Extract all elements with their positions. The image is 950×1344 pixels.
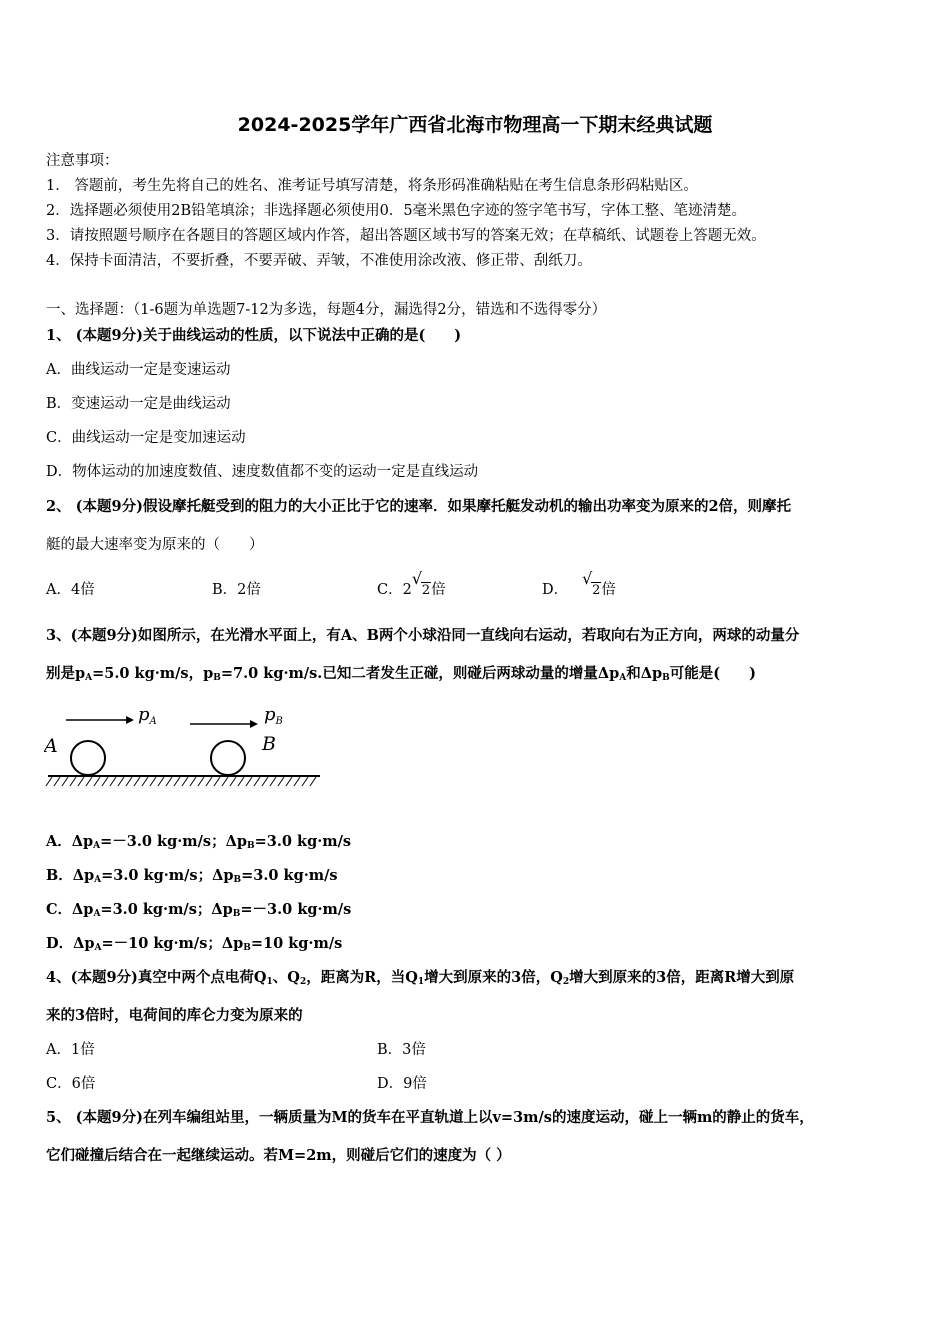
sqrt-argument: 2 (421, 583, 431, 598)
q2-option-c (377, 569, 446, 601)
label-pa: $p_A$ (138, 704, 157, 727)
hatch-mark (206, 777, 212, 786)
q2-option-c-prefix: C．2 (377, 582, 412, 598)
notice-item: 4．保持卡面清洁，不要折叠，不要弄破、弄皱，不准使用涂改液、修正带、刮纸刀。 (46, 253, 592, 269)
hatch-mark (126, 777, 132, 786)
q2-option-d (542, 569, 616, 601)
question-4-stem: 4、(本题9分)真空中两个点电荷$Q_1$、$Q_2$，距离为R，当$Q_1$增大到原来的3倍，$Q_2$增大到原来的3倍，距离R增大到原 (46, 969, 795, 987)
question-1-stem: 1、 (本题9分)关于曲线运动的性质，以下说法中正确的是( ) (46, 327, 462, 344)
text-run: =5.0 kg·m/s，p (92, 665, 214, 682)
hatch-mark (46, 777, 52, 786)
hatch-mark (222, 777, 228, 786)
hatch-mark (150, 777, 156, 786)
question-3-stem-cont (46, 664, 756, 688)
subscript: A (85, 673, 93, 683)
hatch-mark (62, 777, 68, 786)
hatch-mark (254, 777, 260, 786)
notice-item: 2．选择题必须使用2B铅笔填涂；非选择题必须使用0．5毫米黑色字迹的签字笔书写，字体工整、笔迹清楚。 (46, 203, 747, 219)
two-balls-figure (44, 700, 324, 792)
text-run: 可能是( ) (669, 665, 756, 682)
notice-item: 1． 答题前，考生先将自己的姓名、准考证号填写清楚，将条形码准确粘贴在考生信息条形码粘贴区。 (46, 178, 698, 194)
q2-option-b: B．2倍 (212, 582, 261, 598)
hatch-mark (78, 777, 84, 786)
hatch-mark (286, 777, 292, 786)
hatch-mark (166, 777, 172, 786)
ball-b (211, 741, 245, 775)
hatch-mark (118, 777, 124, 786)
label-pb: $p_B$ (264, 704, 283, 727)
question-4-stem-cont: 来的3倍时，电荷间的库仑力变为原来的 (46, 1007, 303, 1024)
hatch-mark (246, 777, 252, 786)
hatch-mark (214, 777, 220, 786)
section-heading: 一、选择题：（1-6题为单选题7-12为多选，每题4分，漏选得2分，错选和不选得零分） (46, 302, 607, 318)
hatch-mark (198, 777, 204, 786)
q4-option-c: C．6倍 (46, 1076, 96, 1092)
page-title: 2024-2025学年广西省北海市物理高一下期末经典试题 (237, 114, 713, 136)
q4-option-a: A．1倍 (46, 1042, 95, 1058)
q3-option-a: A．$\Delta p_A=-3.0$ kg·m/s；$\Delta p_B=3.0$ kg·m/s (46, 833, 352, 851)
radical-icon: √ (582, 569, 593, 588)
text-run: =7.0 kg·m/s.已知二者发生正碰，则碰后两球动量的增量Δp (220, 665, 620, 682)
hatch-mark (230, 777, 236, 786)
hatch-mark (310, 777, 316, 786)
q3-option-b: B．$\Delta p_A=3.0$ kg·m/s；$\Delta p_B=3.0$ kg·m/s (46, 867, 338, 885)
question-5-stem: 5、 (本题9分)在列车编组站里，一辆质量为M的货车在平直轨道上以v=3m/s的速度运动，碰上一辆m的静止的货车， (46, 1109, 814, 1126)
q2-option-d-suffix: 倍 (601, 582, 616, 598)
hatch-mark (238, 777, 244, 786)
subscript: B (662, 673, 670, 683)
text-run: 和Δp (626, 665, 663, 682)
q1-option-d: D．物体运动的加速度数值、速度数值都不变的运动一定是直线运动 (46, 464, 479, 480)
question-3-stem: 3、(本题9分)如图所示，在光滑水平面上，有A、B两个小球沿同一直线向右运动，若取向右为正方向，两球的动量分 (46, 627, 800, 644)
q3-option-c: C．$\Delta p_A=3.0$ kg·m/s；$\Delta p_B=-3.0$ kg·m/s (46, 901, 352, 919)
label-b: B (262, 733, 276, 755)
hatch-mark (294, 777, 300, 786)
question-2-stem-cont: 艇的最大速率变为原来的（ ） (46, 537, 264, 553)
arrow-pb-head-icon (250, 720, 258, 728)
question-5-stem-cont: 它们碰撞后结合在一起继续运动。若M=2m，则碰后它们的速度为（ ） (46, 1147, 511, 1164)
hatch-mark (182, 777, 188, 786)
notice-item: 3．请按照题号顺序在各题目的答题区域内作答，超出答题区域书写的答案无效；在草稿纸、试题卷上答题无效。 (46, 228, 766, 244)
q1-option-b: B．变速运动一定是曲线运动 (46, 396, 231, 412)
q2-option-a: A．4倍 (46, 582, 95, 598)
q4-option-d: D．9倍 (377, 1076, 427, 1092)
hatch-mark (142, 777, 148, 786)
sqrt-2 (411, 569, 431, 601)
subscript: B (213, 673, 221, 683)
sqrt-2 (582, 569, 601, 601)
hatch-mark (94, 777, 100, 786)
sqrt-argument: 2 (592, 583, 601, 598)
hatch-mark (158, 777, 164, 786)
radical-icon: √ (411, 569, 423, 588)
q1-option-a: A．曲线运动一定是变速运动 (46, 362, 231, 378)
arrow-pa-head-icon (126, 716, 134, 724)
q4-option-b: B．3倍 (377, 1042, 426, 1058)
hatch-mark (134, 777, 140, 786)
q2-option-c-suffix: 倍 (431, 582, 446, 598)
subscript: A (619, 673, 627, 683)
question-2-stem: 2、 (本题9分)假设摩托艇受到的阻力的大小正比于它的速率．如果摩托艇发动机的输出功率变为原来的2倍，则摩托 (46, 498, 792, 515)
hatch-mark (86, 777, 92, 786)
ground-hatch (46, 777, 316, 786)
hatch-mark (278, 777, 284, 786)
hatch-mark (102, 777, 108, 786)
ball-a (71, 741, 105, 775)
q3-option-d: D．$\Delta p_A=-10$ kg·m/s；$\Delta p_B=10$ kg·m/s (46, 935, 343, 953)
hatch-mark (54, 777, 60, 786)
hatch-mark (190, 777, 196, 786)
hatch-mark (70, 777, 76, 786)
text-run: 别是p (46, 665, 86, 682)
hatch-mark (174, 777, 180, 786)
hatch-mark (110, 777, 116, 786)
notice-heading: 注意事项： (46, 153, 119, 169)
label-a: A (44, 735, 58, 757)
q1-option-c: C．曲线运动一定是变加速运动 (46, 430, 246, 446)
q2-option-d-prefix: D． (542, 582, 569, 598)
hatch-mark (262, 777, 268, 786)
hatch-mark (270, 777, 276, 786)
hatch-mark (302, 777, 308, 786)
